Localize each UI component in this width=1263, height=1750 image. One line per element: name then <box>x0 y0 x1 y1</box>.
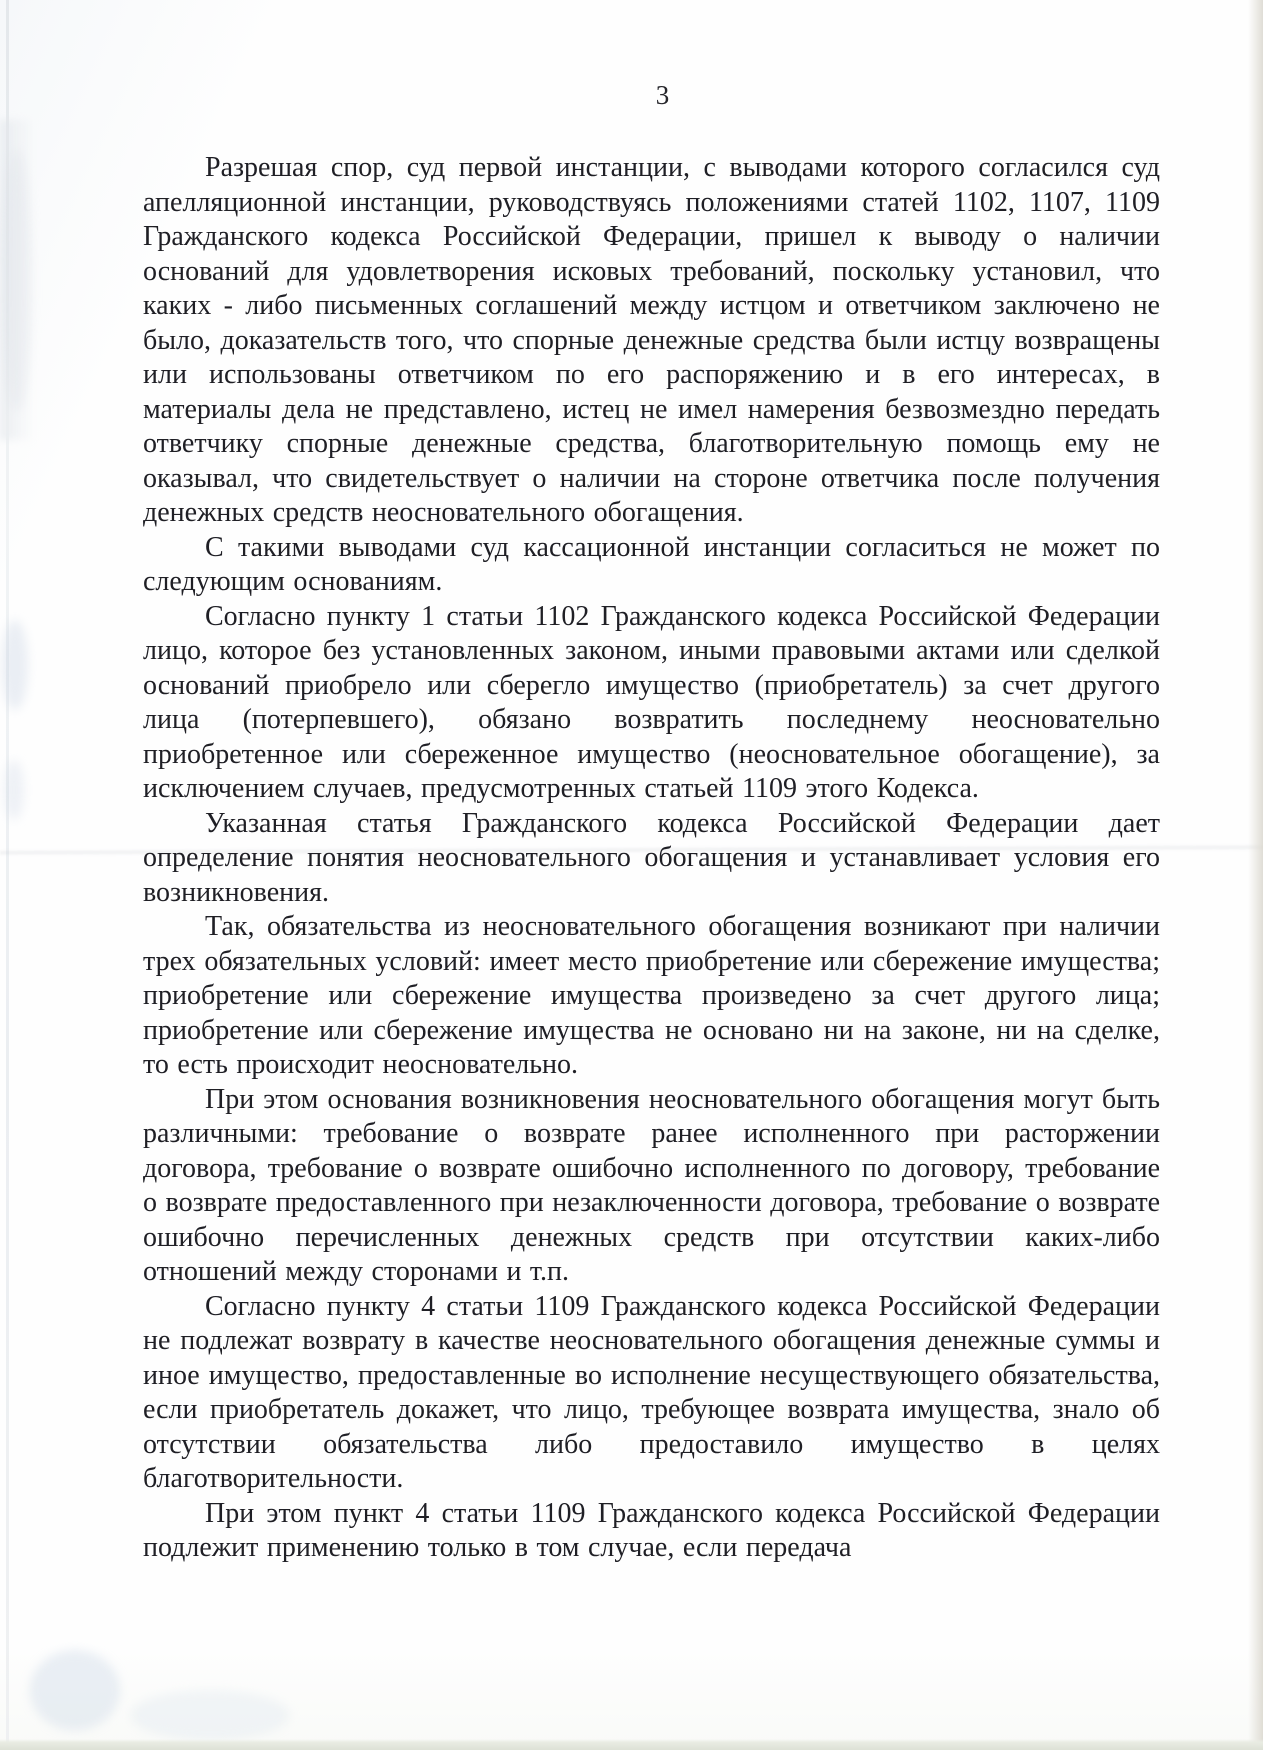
paragraph-article-1109-application: При этом пункт 4 статьи 1109 Гражданского кодекса Российской Федерации подлежит применению только в том случае, если передача <box>143 1497 1160 1563</box>
scan-artifact-smudge <box>2 620 28 710</box>
scan-artifact-smudge <box>2 150 32 410</box>
paragraph-article-definition: Указанная статья Гражданского кодекса Российской Федерации дает определение понятия неосновательного обогащения и устанавливает условия его возникновения. <box>143 807 1160 908</box>
scan-artifact-bottom-page-edge <box>0 1739 1263 1750</box>
paragraph-three-conditions: Так, обязательства из неосновательного обогащения возникают при наличии трех обязательных условий: имеет место приобретение или сбережение имущества; приобретение или сбережение имущества произведено за счет другого лица; приобретение или сбережение имущества не основано ни на законе, ни на сделке, то есть происходит неосновательно. <box>143 911 1160 1080</box>
scan-artifact-smudge <box>130 1690 290 1740</box>
page-number: 3 <box>655 80 671 110</box>
paragraph-article-1102-p1: Согласно пункту 1 статьи 1102 Гражданского кодекса Российской Федерации лицо, которое без установленных законом, иными правовыми актами или сделкой оснований приобрело или сберегло имущество (приобретатель) за счет другого лица (потерпевшего), обязано возвратить последнему неосновательно приобретенное или сбереженное имущество (неосновательное обогащение), за исключением случаев, предусмотренных статьей 1109 этого Кодекса. <box>143 600 1160 804</box>
scan-artifact-smudge <box>4 760 24 820</box>
scan-artifact-right-page-edge <box>1248 0 1263 1750</box>
paragraph-ruling-first-instance: Разрешая спор, суд первой инстанции, с выводами которого согласился суд апелляционной инстанции, руководствуясь положениями статей 1102, 1107, 1109 Гражданского кодекса Российской Федерации, пришел к выводу о наличии оснований для удовлетворения исковых требований, поскольку установил, что каких - либо письменных соглашений между истцом и ответчиком заключено не было, доказательств того, что спорные денежные средства были истцу возвращены или использованы ответчиком по его распоряжению и в его интересах, в материалы дела не представлено, истец не имел намерения безвозмездно передать ответчику спорные денежные средства, благотворительную помощь ему не оказывал, что свидетельствует о наличии на стороне ответчика после получения денежных средств неосновательного обогащения. <box>143 152 1160 528</box>
paragraph-cassation-disagrees: С такими выводами суд кассационной инстанции согласиться не может по следующим основаниям. <box>143 531 1160 597</box>
paragraph-article-1109-p4: Согласно пункту 4 статьи 1109 Гражданского кодекса Российской Федерации не подлежат возврату в качестве неосновательного обогащения денежные суммы и иное имущество, предоставленные во исполнение несуществующего обязательства, если приобретатель докажет, что лицо, требующее возврата имущества, знало об отсутствии обязательства либо предоставило имущество в целях благотворительности. <box>143 1290 1160 1494</box>
scan-artifact-smudge <box>30 1650 120 1730</box>
paragraph-grounds-various: При этом основания возникновения неосновательного обогащения могут быть различными: требование о возврате ранее исполненного при расторжении договора, требование о возврате ошибочно исполненного по договору, требование о возврате предоставленного при незаключенности договора, требование о возврате ошибочно перечисленных денежных средств при отсутствии каких-либо отношений между сторонами и т.п. <box>143 1083 1160 1287</box>
document-body-text <box>143 151 1160 1566</box>
